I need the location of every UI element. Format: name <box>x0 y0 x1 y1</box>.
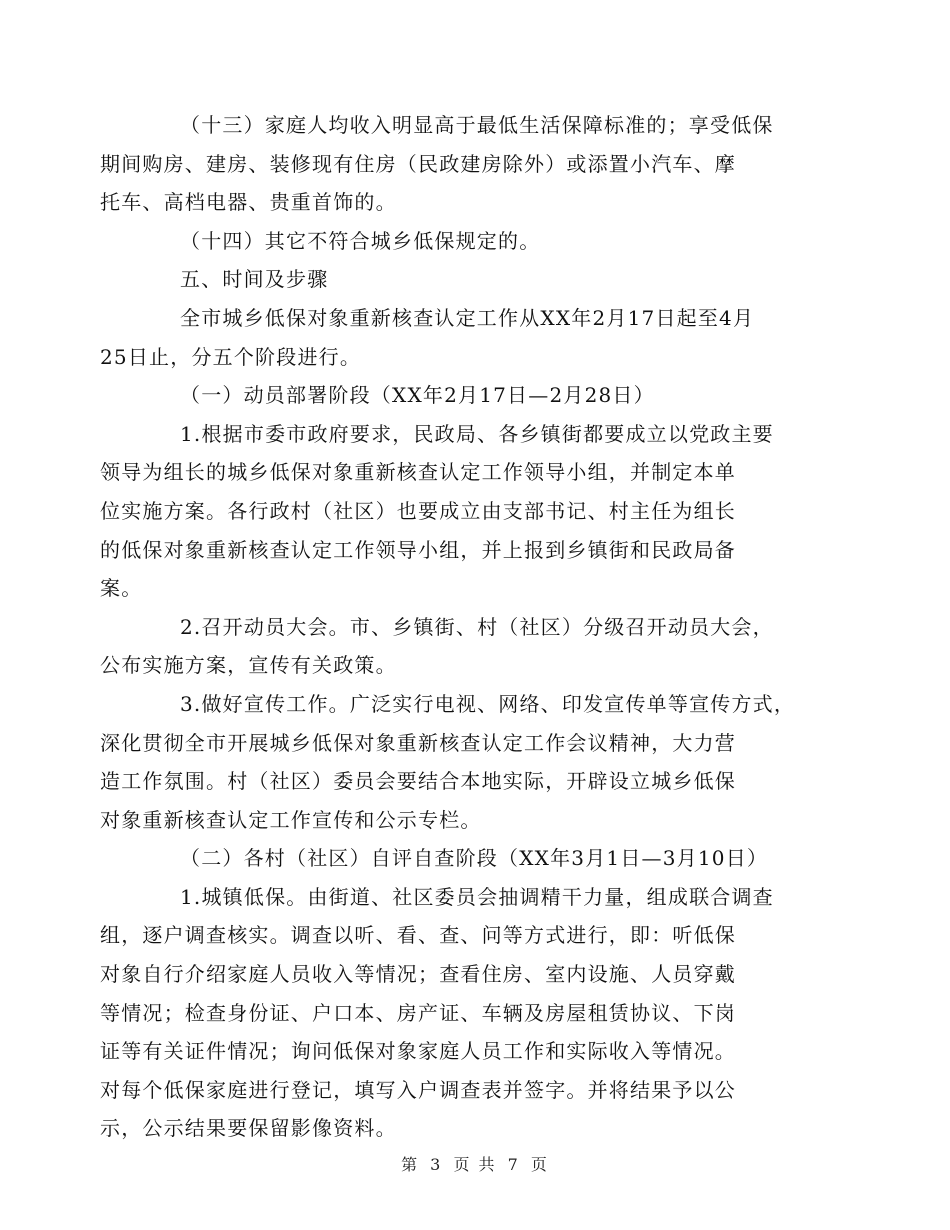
paragraph-stage-1-item-2 <box>100 608 800 685</box>
document-body <box>100 106 800 1148</box>
paragraph-stage-2-item-1 <box>100 878 800 1148</box>
text-line: （十三）家庭人均收入明显高于最低生活保障标准的；享受低保 <box>180 113 774 137</box>
text-line: 对每个低保家庭进行登记，填写入户调查表并签字。并将结果予以公 <box>100 1077 736 1102</box>
text-line: 对象自行介绍家庭人员收入等情况；查看住房、室内设施、人员穿戴 <box>100 962 736 987</box>
text-line: 领导为组长的城乡低保对象重新核查认定工作领导小组，并制定本单 <box>100 460 736 485</box>
subheading-stage-2 <box>140 839 800 878</box>
text-line: 案。 <box>100 576 143 601</box>
text-line: 期间购房、建房、装修现有住房（民政建房除外）或添置小汽车、摩 <box>100 151 736 176</box>
text-line: 3.做好宣传工作。广泛实行电视、网络、印发宣传单等宣传方式， <box>180 691 796 716</box>
text-line: 全市城乡低保对象重新核查认定工作从XX年2月17日起至4月 <box>180 305 755 330</box>
text-line: （十四）其它不符合城乡低保规定的。 <box>180 228 541 253</box>
page-footer <box>0 1152 950 1175</box>
text-line: 证等有关证件情况；询问低保对象家庭人员工作和实际收入等情况。 <box>100 1039 736 1064</box>
subheading-stage-1 <box>140 376 800 415</box>
page-label-prefix: 第 <box>401 1155 420 1174</box>
paragraph-13 <box>100 106 800 222</box>
text-line: 示，公示结果要保留影像资料。 <box>100 1116 397 1141</box>
paragraph-schedule <box>100 299 800 376</box>
paragraph-stage-1-item-3 <box>100 685 800 839</box>
text-line: 位实施方案。各行政村（社区）也要成立由支部书记、村主任为组长 <box>100 498 736 523</box>
section-heading: 五、时间及步骤 <box>180 267 329 292</box>
text-line: 托车、高档电器、贵重首饰的。 <box>100 190 397 215</box>
subheading: （一）动员部署阶段（XX年2月17日—2月28日） <box>180 383 655 408</box>
paragraph-stage-1-item-1 <box>100 415 800 608</box>
text-line: 公布实施方案，宣传有关政策。 <box>100 653 397 678</box>
total-pages: 7 <box>507 1155 520 1174</box>
text-line: 造工作氛围。村（社区）委员会要结合本地实际，开辟设立城乡低保 <box>100 769 736 794</box>
text-line: 组，逐户调查核实。调查以听、看、查、问等方式进行，即：听低保 <box>100 923 736 948</box>
paragraph-14 <box>140 222 800 261</box>
page-label-suffix: 页 <box>530 1155 549 1174</box>
section-heading-time-steps <box>140 260 800 299</box>
text-line: 1.城镇低保。由街道、社区委员会抽调精干力量，组成联合调查 <box>180 884 774 909</box>
text-line: 等情况；检查身份证、户口本、房产证、车辆及房屋租赁协议、下岗 <box>100 1000 736 1025</box>
text-line: 25日止，分五个阶段进行。 <box>100 344 362 369</box>
text-line: 1.根据市委市政府要求，民政局、各乡镇街都要成立以党政主要 <box>180 421 774 446</box>
page-label-mid: 页 共 <box>453 1155 497 1174</box>
text-line: 对象重新核查认定工作宣传和公示专栏。 <box>100 807 482 832</box>
page-number: 3 <box>430 1155 443 1174</box>
text-line: 2.召开动员大会。市、乡镇街、村（社区）分级召开动员大会， <box>180 614 774 639</box>
subheading: （二）各村（社区）自评自查阶段（XX年3月1日—3月10日） <box>180 846 769 871</box>
text-line: 的低保对象重新核查认定工作领导小组，并上报到乡镇街和民政局备 <box>100 537 736 562</box>
text-line: 深化贯彻全市开展城乡低保对象重新核查认定工作会议精神，大力营 <box>100 730 736 755</box>
